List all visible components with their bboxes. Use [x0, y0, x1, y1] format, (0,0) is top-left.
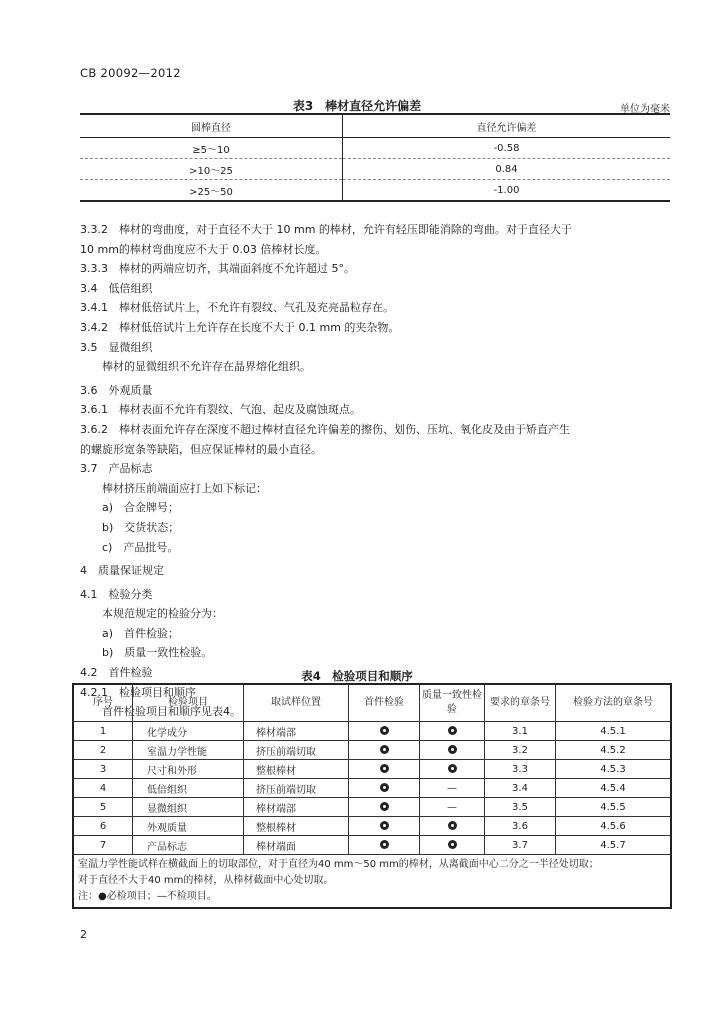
consistency-mark — [420, 836, 485, 855]
cell-method: 4.5.7 — [556, 836, 672, 855]
paragraph: 3.3.3 棒材的两端应切齐，其端面斜度不允许超过 5°。 — [80, 262, 355, 276]
required-check-icon — [380, 745, 389, 754]
table-row — [73, 779, 671, 798]
paragraph: 本规范规定的检验分为： — [102, 607, 223, 621]
section-heading: 3.4 低倍组织 — [80, 281, 153, 295]
cell-req: 3.6 — [485, 817, 556, 836]
cell-req: 3.3 — [485, 760, 556, 779]
required-check-icon — [380, 840, 389, 849]
note-line: 室温力学性能试样在横截面上的切取部位，对于直径为40 mm～50 mm的棒材，从离截面中心二分之一半径处切取； — [78, 859, 599, 870]
list-item: a) 首件检验； — [102, 626, 180, 640]
paragraph: 棒材挤压前端面应打上如下标记： — [102, 481, 267, 495]
table3-row — [80, 138, 670, 159]
cell-item: 显微组织 — [133, 798, 244, 817]
cell-pos: 棒材端面 — [244, 836, 349, 855]
paragraph: 10 mm的棒材弯曲度应不大于 0.03 倍棒材长度。 — [80, 242, 327, 256]
required-check-icon — [448, 840, 457, 849]
list-item: c) 产品批号。 — [102, 540, 179, 554]
cell-item: 产品标志 — [133, 836, 244, 855]
table4-header: 取试样位置 — [244, 684, 349, 722]
cell-no: 3 — [73, 760, 133, 779]
table4-header: 首件检验 — [349, 684, 420, 722]
section-heading: 4.1 检验分类 — [80, 587, 153, 601]
table3-header-tolerance: 直径允许偏差 — [343, 114, 671, 138]
table3 — [80, 113, 670, 202]
table3-row — [80, 159, 670, 180]
section-heading: 4.2.1 检验项目和顺序 — [80, 685, 196, 699]
list-item: a) 合金牌号； — [102, 501, 180, 515]
table4-header: 要求的章条号 — [485, 684, 556, 722]
consistency-mark — [420, 798, 485, 817]
not-checked-mark: — — [447, 801, 457, 813]
required-check-icon — [448, 726, 457, 735]
cell-pos: 挤压前端切取 — [244, 779, 349, 798]
note-line: 注：●必检项目；—不检项目。 — [78, 891, 217, 902]
table4-header: 序号 — [73, 684, 133, 722]
cell-req: 3.1 — [485, 722, 556, 741]
cell-no: 1 — [73, 722, 133, 741]
cell-pos: 整根棒材 — [244, 760, 349, 779]
table3-header-diameter: 圆棒直径 — [80, 114, 343, 138]
section-heading: 3.5 显微组织 — [80, 340, 153, 354]
cell-req: 3.4 — [485, 779, 556, 798]
first-mark — [349, 817, 420, 836]
table-row — [73, 760, 671, 779]
paragraph: 棒材的显微组织不允许存在晶界熔化组织。 — [102, 360, 311, 374]
table3-cell: 0.84 — [343, 159, 671, 180]
table4 — [72, 683, 672, 909]
cell-pos: 挤压前端切取 — [244, 741, 349, 760]
first-mark — [349, 798, 420, 817]
consistency-mark — [420, 779, 485, 798]
page-number: 2 — [80, 928, 87, 941]
first-mark — [349, 836, 420, 855]
required-check-icon — [380, 726, 389, 735]
cell-pos: 整根棒材 — [244, 817, 349, 836]
first-mark — [349, 741, 420, 760]
section-heading: 3.6 外观质量 — [80, 383, 153, 397]
required-check-icon — [380, 821, 389, 830]
table-row — [73, 836, 671, 855]
paragraph: 3.6.1 棒材表面不允许有裂纹、气泡、起皮及腐蚀斑点。 — [80, 403, 361, 417]
table3-cell: -1.00 — [493, 184, 520, 196]
table-row — [73, 722, 671, 741]
cell-req: 3.2 — [485, 741, 556, 760]
first-mark — [349, 722, 420, 741]
required-check-icon — [448, 764, 457, 773]
table3-cell: -0.58 — [343, 138, 671, 159]
document-id: CB 20092—2012 — [80, 66, 181, 80]
cell-req: 3.5 — [485, 798, 556, 817]
cell-method: 4.5.4 — [556, 779, 672, 798]
cell-no: 7 — [73, 836, 133, 855]
table3-cell: ≥5～10 — [80, 138, 343, 159]
table-row — [73, 741, 671, 760]
body-text — [80, 220, 676, 722]
cell-item: 外观质量 — [133, 817, 244, 836]
table4-header: 质量一致性检验 — [420, 684, 485, 722]
table4-header: 检验项目 — [133, 684, 244, 722]
consistency-mark — [420, 817, 485, 836]
cell-method: 4.5.6 — [556, 817, 672, 836]
cell-no: 6 — [73, 817, 133, 836]
cell-no: 5 — [73, 798, 133, 817]
table4-header: 检验方法的章条号 — [556, 684, 672, 722]
cell-pos: 棒材端部 — [244, 798, 349, 817]
cell-no: 4 — [73, 779, 133, 798]
first-mark — [349, 779, 420, 798]
cell-item: 室温力学性能 — [133, 741, 244, 760]
cell-req: 3.7 — [485, 836, 556, 855]
not-checked-mark: — — [447, 782, 457, 794]
table4-note — [73, 855, 671, 909]
table3-row — [80, 180, 670, 202]
required-check-icon — [448, 821, 457, 830]
table-row — [73, 798, 671, 817]
table3-unit: 单位为毫米 — [620, 104, 670, 115]
table3-cell: >10～25 — [80, 159, 343, 180]
cell-pos: 棒材端部 — [244, 722, 349, 741]
consistency-mark — [420, 741, 485, 760]
required-check-icon — [448, 745, 457, 754]
paragraph: 3.4.1 棒材低倍试片上，不允许有裂纹、气孔及充亮晶粒存在。 — [80, 301, 394, 315]
paragraph: 的螺旋形宽条等缺陷，但应保证棒材的最小直径。 — [80, 442, 322, 456]
chapter-heading: 4 质量保证规定 — [80, 564, 164, 578]
cell-item: 尺寸和外形 — [133, 760, 244, 779]
cell-method: 4.5.5 — [556, 798, 672, 817]
note-line: 对于直径不大于40 mm的棒材，从棒材截面中心处切取。 — [78, 875, 334, 886]
paragraph: 3.3.2 棒材的弯曲度，对于直径不大于 10 mm 的棒材，允许有轻压即能消除的弯曲。对于直径大于 — [80, 223, 572, 236]
section-heading: 4.2 首件检验 — [80, 666, 153, 680]
list-item: b) 交货状态； — [102, 520, 180, 534]
paragraph: 3.4.2 棒材低倍试片上允许存在长度不大于 0.1 mm 的夹杂物。 — [80, 320, 400, 334]
paragraph: 3.6.2 棒材表面允许存在深度不超过棒材直径允许偏差的擦伤、划伤、压坑、氧化皮及由于矫直产生 — [80, 422, 570, 436]
required-check-icon — [380, 802, 389, 811]
cell-method: 4.5.3 — [556, 760, 672, 779]
table3-title: 表3 棒材直径允许偏差 — [292, 99, 422, 113]
list-item: b) 质量一致性检验。 — [102, 646, 213, 660]
table3-cell: >25～50 — [80, 180, 343, 202]
section-heading: 3.7 产品标志 — [80, 462, 153, 476]
required-check-icon — [380, 783, 389, 792]
cell-no: 2 — [73, 741, 133, 760]
cell-method: 4.5.1 — [556, 722, 672, 741]
cell-method: 4.5.2 — [556, 741, 672, 760]
required-check-icon — [380, 764, 389, 773]
cell-item: 化学成分 — [133, 722, 244, 741]
table4-title: 表4 检验项目和顺序 — [301, 669, 413, 683]
consistency-mark — [420, 760, 485, 779]
table-row — [73, 817, 671, 836]
first-mark — [349, 760, 420, 779]
consistency-mark — [420, 722, 485, 741]
paragraph: 首件检验项目和顺序见表4。 — [102, 705, 241, 719]
cell-item: 低倍组织 — [133, 779, 244, 798]
